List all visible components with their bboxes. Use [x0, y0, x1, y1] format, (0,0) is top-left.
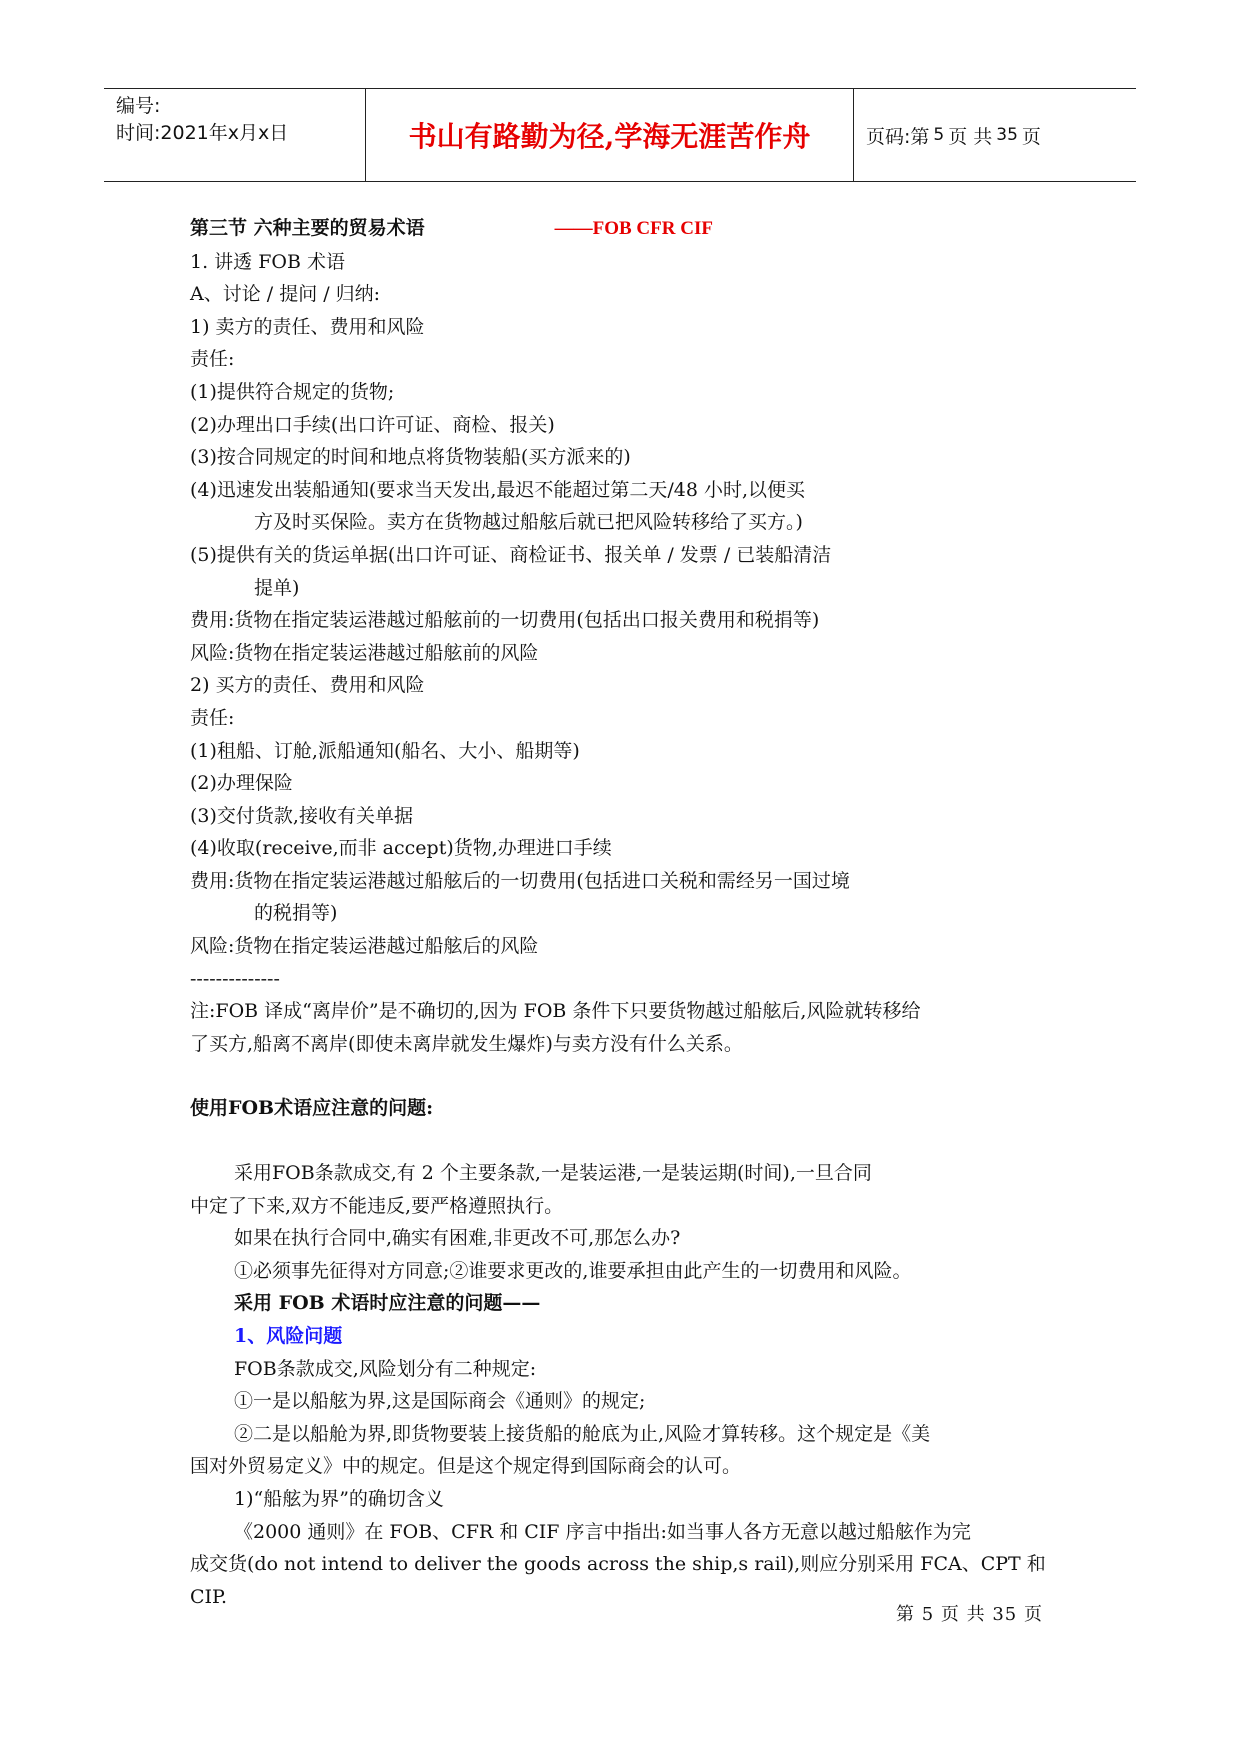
paragraph-line: ②二是以船舱为界,即货物要装上接货船的舱底为止,风险才算转移。这个规定是《美 — [234, 1422, 931, 1445]
page-prefix: 页码:第 — [866, 125, 930, 148]
subheading: 使用FOB术语应注意的问题: — [190, 1097, 434, 1120]
text-line: (5)提供有关的货运单据(出口许可证、商检证书、报关单 / 发票 / 已装船清洁 — [190, 543, 832, 566]
paragraph-line: ①一是以船舷为界,这是国际商会《通则》的规定; — [234, 1390, 646, 1413]
text-line: 费用:货物在指定装运港越过船舷后的一切费用(包括进口关税和需经另一国过境 — [190, 869, 850, 892]
note-line: 注:FOB 译成“离岸价”是不确切的,因为 FOB 条件下只要货物越过船舷后,风险就转移给 — [190, 1000, 921, 1023]
text-line: 费用:货物在指定装运港越过船舷前的一切费用(包括出口报关费用和税捐等) — [190, 609, 820, 632]
text-line: 1) 卖方的责任、费用和风险 — [190, 315, 425, 338]
document-number-label: 编号: — [116, 95, 161, 117]
text-line: 的税捐等) — [254, 902, 338, 925]
header-page-info — [854, 89, 1136, 181]
text-line: 责任: — [190, 348, 235, 371]
text-line: 1. 讲透 FOB 术语 — [190, 250, 345, 273]
text-line: (2)办理保险 — [190, 772, 293, 795]
page-footer: 第 5 页 共 35 页 — [896, 1604, 1043, 1625]
page-number: 5 — [933, 125, 945, 145]
text-line: A、讨论 / 提问 / 归纳: — [190, 283, 381, 306]
text-line: 提单) — [254, 576, 300, 599]
note-line: 了买方,船离不离岸(即使未离岸就发生爆炸)与卖方没有什么关系。 — [190, 1032, 743, 1055]
paragraph-line: 《2000 通则》在 FOB、CFR 和 CIF 序言中指出:如当事人各方无意以越过船舷作为完 — [234, 1520, 971, 1543]
header-meta — [104, 89, 366, 181]
text-line: 风险:货物在指定装运港越过船舷后的风险 — [190, 935, 539, 958]
paragraph-heading: 采用 FOB 术语时应注意的问题—— — [234, 1292, 541, 1315]
text-line: (4)迅速发出装船通知(要求当天发出,最迟不能超过第二天/48 小时,以便买 — [190, 478, 806, 501]
text-line: 风险:货物在指定装运港越过船舷前的风险 — [190, 641, 539, 664]
document-body — [190, 212, 1060, 1613]
text-line: 2) 买方的责任、费用和风险 — [190, 674, 425, 697]
section-title-text: 第三节 六种主要的贸易术语 — [190, 217, 425, 239]
header-motto: 书山有路勤为径,学海无涯苦作舟 — [366, 89, 854, 181]
paragraph-line: CIP. — [190, 1585, 228, 1608]
page-total: 35 — [996, 125, 1018, 145]
paragraph-line: 1)“船舷为界”的确切含义 — [234, 1487, 444, 1510]
divider-dashes: -------------- — [190, 967, 280, 990]
text-line: 方及时买保险。卖方在货物越过船舷后就已把风险转移给了买方。) — [254, 511, 803, 534]
paragraph-line: 国对外贸易定义》中的规定。但是这个规定得到国际商会的认可。 — [190, 1455, 742, 1478]
text-line: (4)收取(receive,而非 accept)货物,办理进口手续 — [190, 837, 612, 860]
text-line: (3)按合同规定的时间和地点将货物装船(买方派来的) — [190, 446, 631, 469]
risk-heading: 1、风险问题 — [234, 1325, 343, 1347]
document-time: 时间:2021年x月x日 — [116, 122, 289, 144]
section-terms: ——FOB CFR CIF — [554, 218, 713, 239]
page-header — [104, 88, 1136, 182]
text-line: (1)提供符合规定的货物; — [190, 380, 395, 403]
section-title — [190, 212, 1060, 246]
paragraph-line: 成交货(do not intend to deliver the goods across the ship,s rail),则应分别采用 FCA、CPT 和 — [190, 1553, 1046, 1576]
paragraph-line: ①必须事先征得对方同意;②谁要求更改的,谁要承担由此产生的一切费用和风险。 — [234, 1259, 912, 1282]
paragraph-line: 采用FOB条款成交,有 2 个主要条款,一是装运港,一是装运期(时间),一旦合同 — [234, 1162, 872, 1185]
page-mid: 页 共 — [948, 125, 993, 148]
text-line: (1)租船、订舱,派船通知(船名、大小、船期等) — [190, 739, 580, 762]
page-suffix: 页 — [1021, 125, 1041, 148]
spacer — [190, 1060, 1060, 1092]
paragraph-line: 如果在执行合同中,确实有困难,非更改不可,那怎么办? — [234, 1227, 681, 1250]
text-line: 责任: — [190, 706, 235, 729]
text-line: (3)交付货款,接收有关单据 — [190, 804, 413, 827]
paragraph-line: 中定了下来,双方不能违反,要严格遵照执行。 — [190, 1194, 564, 1217]
text-line: (2)办理出口手续(出口许可证、商检、报关) — [190, 413, 555, 436]
paragraph-line: FOB条款成交,风险划分有二种规定: — [234, 1357, 537, 1380]
spacer — [190, 1125, 1060, 1157]
